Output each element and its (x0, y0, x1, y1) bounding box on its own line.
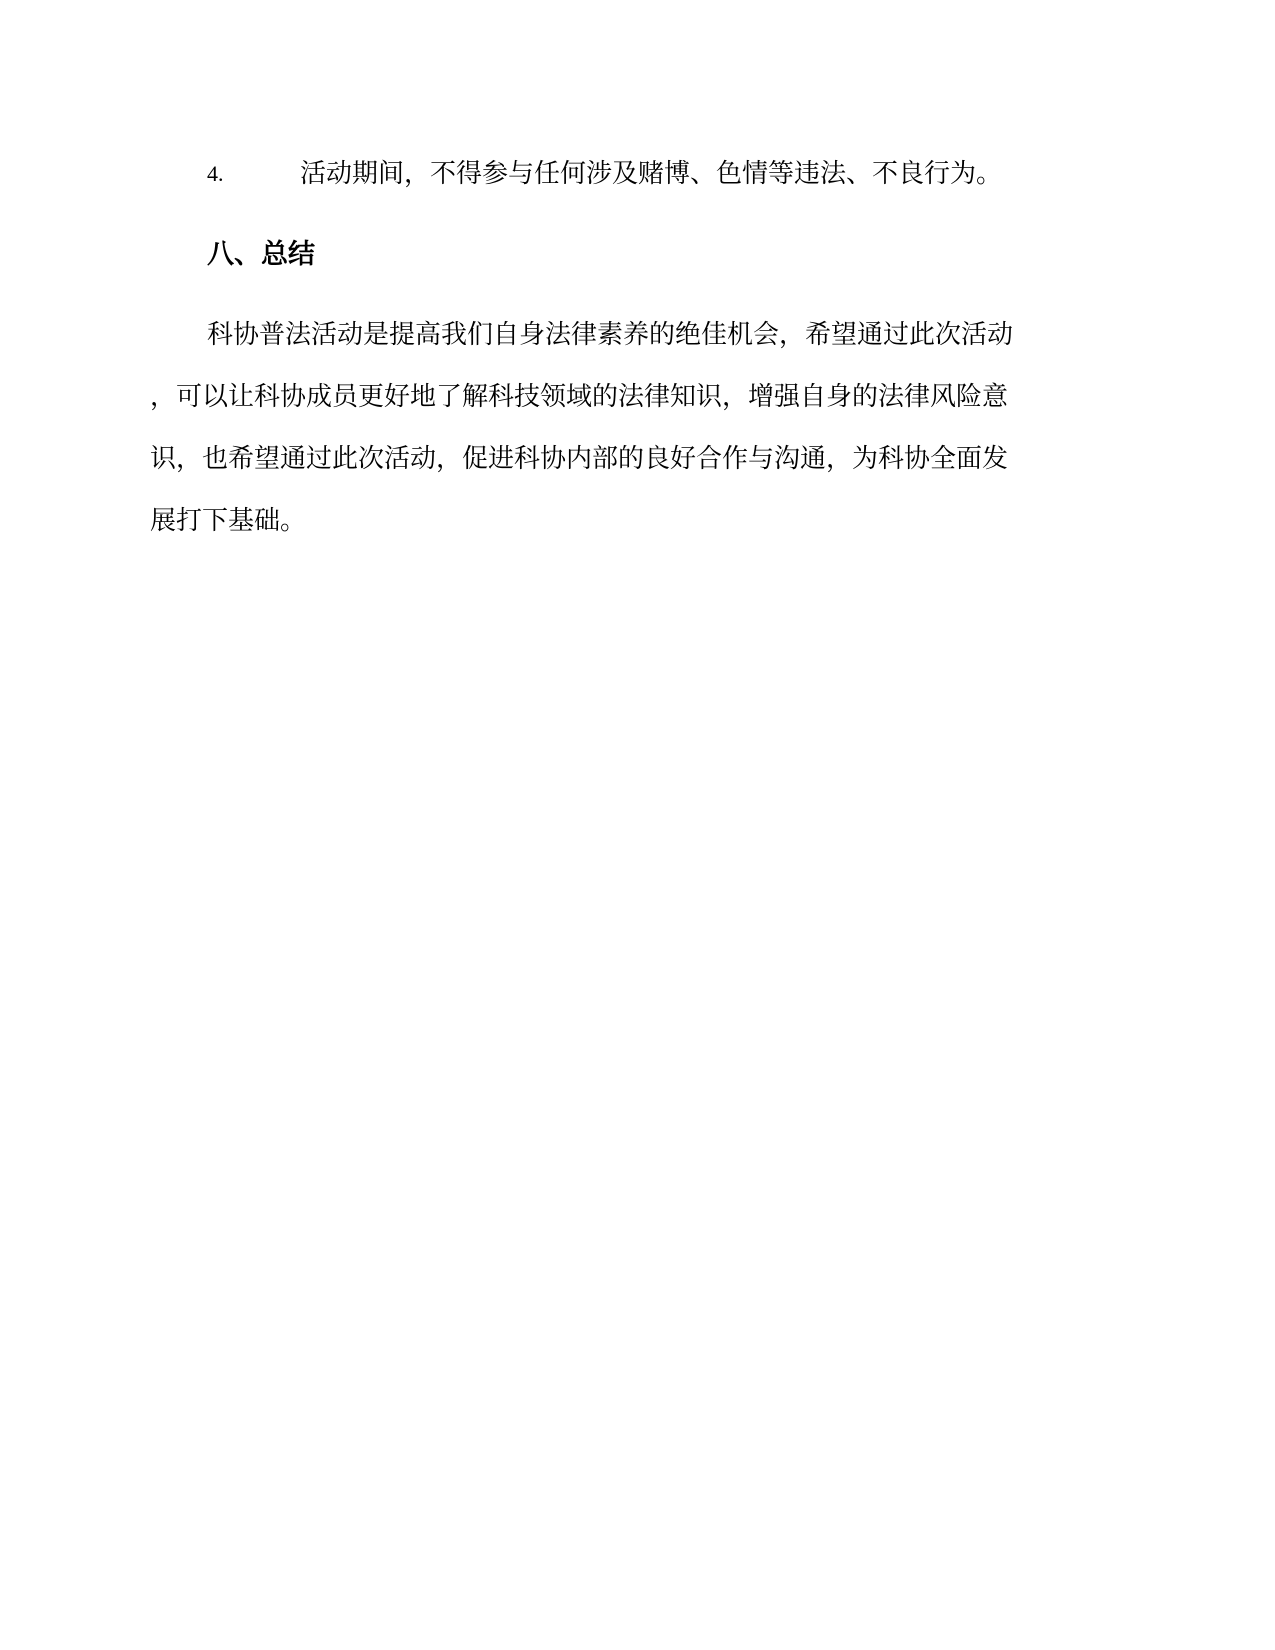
list-item-4 (207, 152, 1107, 196)
list-number: 4. (207, 161, 224, 186)
summary-line-3: 识，也希望通过此次活动，促进科协内部的良好合作与沟通，为科协全面发 (150, 444, 1009, 474)
list-item-text: 活动期间，不得参与任何涉及赌博、色情等违法、不良行为。 (300, 159, 1003, 189)
section-heading-summary: 八、总结 (207, 239, 315, 270)
summary-line-1: 科协普法活动是提高我们自身法律素养的绝佳机会，希望通过此次活动 (207, 320, 1014, 350)
summary-line-4: 展打下基础。 (150, 506, 307, 536)
summary-line-2: ，可以让科协成员更好地了解科技领域的法律知识，增强自身的法律风险意 (150, 382, 1009, 412)
summary-paragraph (150, 313, 1115, 561)
